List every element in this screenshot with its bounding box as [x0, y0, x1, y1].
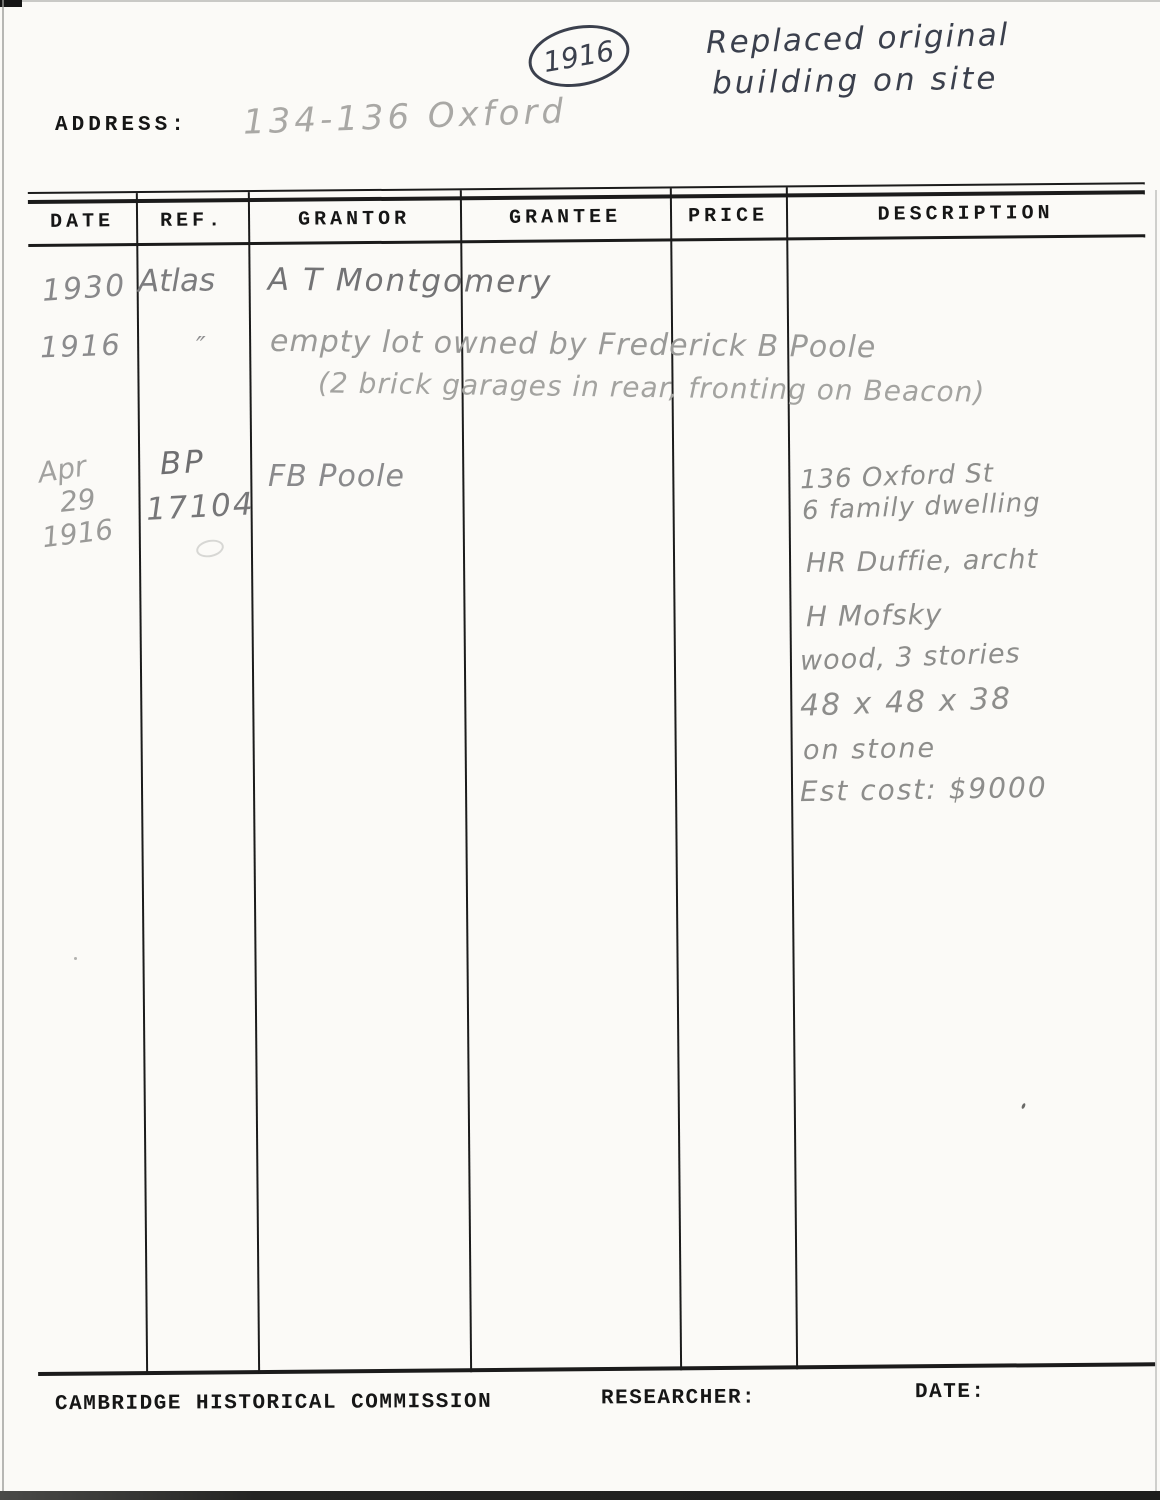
- address-value-handwritten: 134-136 Oxford: [242, 91, 568, 143]
- address-label: ADDRESS:: [55, 114, 188, 137]
- row3-grantor: FB Poole: [268, 459, 405, 494]
- row3-ref-bp: BP: [159, 443, 207, 483]
- researcher-label: RESEARCHER:: [600, 1386, 757, 1411]
- row3-description-line: on stone: [802, 732, 937, 767]
- scan-edge-right: [1155, 190, 1157, 1492]
- column-divider-date-ref: [136, 193, 148, 1375]
- row1-date: 1930: [40, 268, 128, 309]
- row1-grantor: A T Montgomery: [267, 261, 553, 301]
- row3-ref-number: 17104: [145, 486, 256, 528]
- column-header-date: DATE: [49, 210, 115, 234]
- footer-date-label: DATE:: [914, 1380, 986, 1405]
- row2-date: 1916: [39, 327, 123, 365]
- row3-date-month: Apr: [35, 449, 89, 490]
- column-header-ref: REF.: [159, 209, 225, 233]
- column-header-grantee: GRANTEE: [508, 205, 622, 230]
- row3-description-line: 6 family dwelling: [801, 487, 1042, 527]
- circled-year-text: 1916: [541, 33, 617, 79]
- margin-note-line1: Replaced original: [705, 17, 1010, 61]
- row3-description-line: 48 x 48 x 38: [799, 681, 1013, 724]
- row2-note-line2: (2 brick garages in rear, fronting on Beacon): [317, 366, 986, 409]
- circled-year-annotation: [523, 17, 635, 95]
- row3-description-line: HR Duffie, archt: [805, 543, 1039, 580]
- column-divider-price-description: [786, 187, 798, 1369]
- row2-note-line1: empty lot owned by Frederick B Poole: [269, 323, 877, 366]
- table-header-rule: [28, 234, 1145, 247]
- column-header-price: PRICE: [687, 204, 769, 229]
- row3-description-line: 136 Oxford St: [799, 458, 995, 496]
- row3-date-day: 29: [58, 482, 98, 519]
- margin-note-line2: building on site: [711, 60, 999, 102]
- row3-date-year: 1916: [40, 512, 115, 555]
- column-header-description: DESCRIPTION: [877, 202, 1054, 227]
- column-divider-grantee-price: [670, 188, 682, 1370]
- scan-edge-left: [2, 0, 4, 1492]
- table-border-bottom: [38, 1362, 1155, 1376]
- row2-ref-ditto: ″: [196, 332, 206, 362]
- row3-description-line: Est cost: $9000: [799, 770, 1048, 809]
- scan-edge-top: [0, 0, 1160, 2]
- row3-description-line: H Mofsky: [805, 597, 943, 634]
- row3-description-line: wood, 3 stories: [799, 638, 1022, 677]
- organization-name: CAMBRIDGE HISTORICAL COMMISSION: [54, 1390, 493, 1417]
- column-header-grantor: GRANTOR: [297, 207, 411, 232]
- row1-ref: Atlas: [137, 262, 216, 300]
- column-divider-ref-grantor: [248, 192, 260, 1374]
- scan-edge-bottom: [0, 1491, 1160, 1500]
